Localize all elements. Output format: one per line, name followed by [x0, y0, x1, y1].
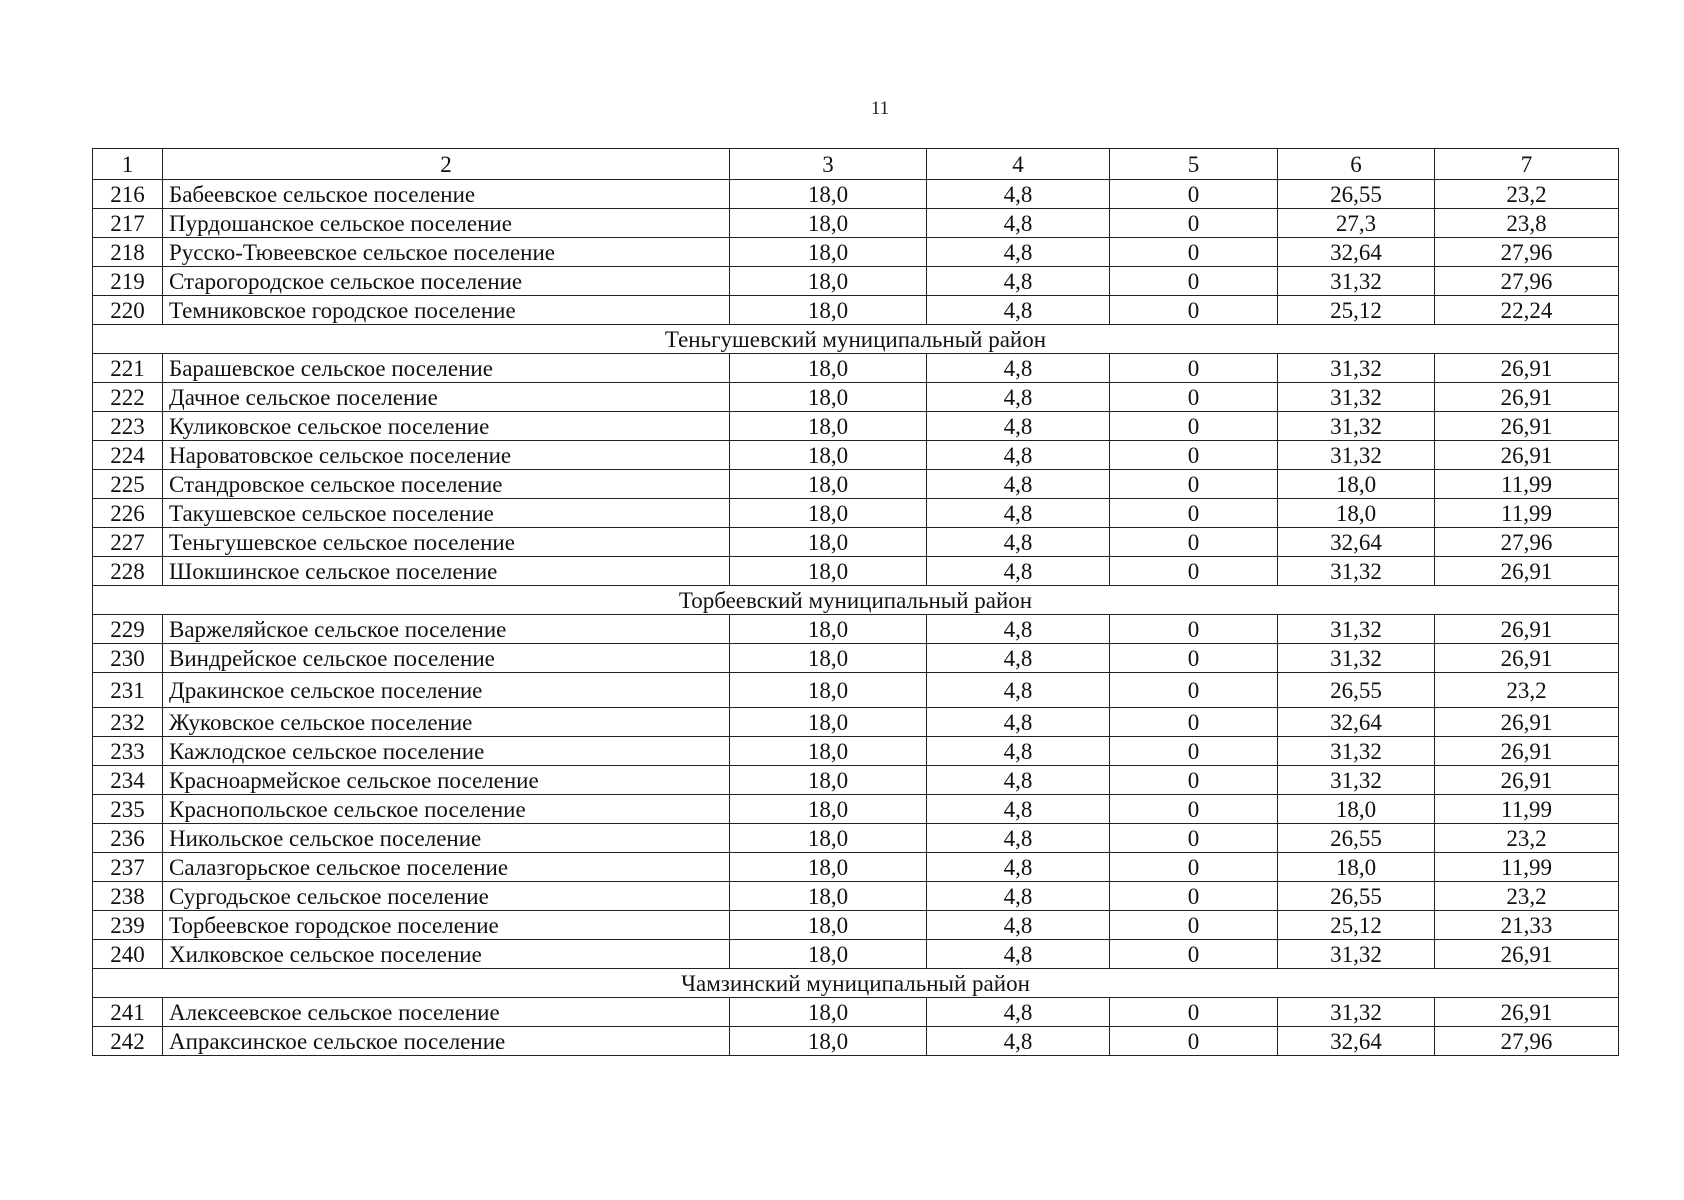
value-col-7: 23,2 [1435, 180, 1619, 209]
value-col-4: 4,8 [927, 383, 1110, 412]
settlement-name: Торбеевское городское поселение [163, 911, 730, 940]
table-row [93, 354, 1619, 383]
value-col-4: 4,8 [927, 499, 1110, 528]
table-row [93, 441, 1619, 470]
value-col-4: 4,8 [927, 557, 1110, 586]
row-number: 226 [93, 499, 163, 528]
value-col-7: 26,91 [1435, 737, 1619, 766]
value-col-3: 18,0 [730, 383, 927, 412]
value-col-3: 18,0 [730, 882, 927, 911]
value-col-5: 0 [1110, 209, 1278, 238]
column-header: 2 [163, 149, 730, 180]
value-col-7: 26,91 [1435, 557, 1619, 586]
value-col-6: 31,32 [1278, 615, 1435, 644]
settlement-name: Алексеевское сельское поселение [163, 998, 730, 1027]
value-col-6: 32,64 [1278, 528, 1435, 557]
header-row [93, 149, 1619, 180]
value-col-6: 18,0 [1278, 470, 1435, 499]
table-row [93, 737, 1619, 766]
value-col-7: 27,96 [1435, 267, 1619, 296]
row-number: 227 [93, 528, 163, 557]
row-number: 220 [93, 296, 163, 325]
value-col-3: 18,0 [730, 673, 927, 708]
value-col-4: 4,8 [927, 412, 1110, 441]
value-col-4: 4,8 [927, 354, 1110, 383]
value-col-6: 31,32 [1278, 766, 1435, 795]
row-number: 217 [93, 209, 163, 238]
column-header: 7 [1435, 149, 1619, 180]
column-header: 6 [1278, 149, 1435, 180]
row-number: 240 [93, 940, 163, 969]
value-col-4: 4,8 [927, 795, 1110, 824]
value-col-7: 27,96 [1435, 528, 1619, 557]
table-row [93, 499, 1619, 528]
table-row [93, 615, 1619, 644]
value-col-3: 18,0 [730, 998, 927, 1027]
row-number: 237 [93, 853, 163, 882]
row-number: 232 [93, 708, 163, 737]
row-number: 228 [93, 557, 163, 586]
column-header: 3 [730, 149, 927, 180]
table-row [93, 766, 1619, 795]
settlement-name: Барашевское сельское поселение [163, 354, 730, 383]
value-col-4: 4,8 [927, 644, 1110, 673]
row-number: 218 [93, 238, 163, 267]
row-number: 224 [93, 441, 163, 470]
value-col-4: 4,8 [927, 180, 1110, 209]
settlement-name: Дачное сельское поселение [163, 383, 730, 412]
page-number: 11 [870, 98, 890, 119]
value-col-5: 0 [1110, 853, 1278, 882]
value-col-3: 18,0 [730, 267, 927, 296]
value-col-5: 0 [1110, 940, 1278, 969]
value-col-7: 26,91 [1435, 766, 1619, 795]
value-col-3: 18,0 [730, 940, 927, 969]
value-col-4: 4,8 [927, 911, 1110, 940]
value-col-3: 18,0 [730, 557, 927, 586]
value-col-3: 18,0 [730, 911, 927, 940]
settlement-name: Такушевское сельское поселение [163, 499, 730, 528]
value-col-7: 11,99 [1435, 853, 1619, 882]
settlement-name: Бабеевское сельское поселение [163, 180, 730, 209]
value-col-6: 31,32 [1278, 644, 1435, 673]
value-col-4: 4,8 [927, 1027, 1110, 1056]
value-col-7: 11,99 [1435, 470, 1619, 499]
value-col-4: 4,8 [927, 766, 1110, 795]
value-col-5: 0 [1110, 766, 1278, 795]
value-col-5: 0 [1110, 383, 1278, 412]
value-col-3: 18,0 [730, 853, 927, 882]
value-col-5: 0 [1110, 1027, 1278, 1056]
value-col-6: 26,55 [1278, 180, 1435, 209]
value-col-4: 4,8 [927, 528, 1110, 557]
value-col-6: 31,32 [1278, 940, 1435, 969]
row-number: 216 [93, 180, 163, 209]
value-col-3: 18,0 [730, 441, 927, 470]
row-number: 221 [93, 354, 163, 383]
settlement-name: Варжеляйское сельское поселение [163, 615, 730, 644]
value-col-6: 31,32 [1278, 383, 1435, 412]
value-col-6: 18,0 [1278, 853, 1435, 882]
table-body [93, 180, 1619, 1056]
table-row [93, 853, 1619, 882]
value-col-6: 31,32 [1278, 557, 1435, 586]
value-col-3: 18,0 [730, 824, 927, 853]
value-col-7: 26,91 [1435, 644, 1619, 673]
value-col-6: 31,32 [1278, 737, 1435, 766]
value-col-4: 4,8 [927, 824, 1110, 853]
row-number: 241 [93, 998, 163, 1027]
settlement-name: Темниковское городское поселение [163, 296, 730, 325]
value-col-4: 4,8 [927, 470, 1110, 499]
value-col-7: 27,96 [1435, 238, 1619, 267]
table-row [93, 267, 1619, 296]
value-col-5: 0 [1110, 267, 1278, 296]
value-col-3: 18,0 [730, 296, 927, 325]
value-col-4: 4,8 [927, 238, 1110, 267]
table-row [93, 209, 1619, 238]
value-col-7: 11,99 [1435, 795, 1619, 824]
value-col-7: 23,8 [1435, 209, 1619, 238]
value-col-6: 32,64 [1278, 238, 1435, 267]
value-col-3: 18,0 [730, 528, 927, 557]
settlement-name: Старогородское сельское поселение [163, 267, 730, 296]
value-col-5: 0 [1110, 673, 1278, 708]
settlement-name: Салазгорьское сельское поселение [163, 853, 730, 882]
value-col-7: 23,2 [1435, 882, 1619, 911]
settlement-name: Хилковское сельское поселение [163, 940, 730, 969]
value-col-3: 18,0 [730, 354, 927, 383]
value-col-6: 31,32 [1278, 412, 1435, 441]
value-col-6: 32,64 [1278, 708, 1435, 737]
table-row [93, 1027, 1619, 1056]
column-header: 4 [927, 149, 1110, 180]
value-col-5: 0 [1110, 412, 1278, 441]
value-col-6: 18,0 [1278, 795, 1435, 824]
value-col-6: 26,55 [1278, 673, 1435, 708]
row-number: 236 [93, 824, 163, 853]
value-col-7: 26,91 [1435, 708, 1619, 737]
value-col-5: 0 [1110, 737, 1278, 766]
value-col-3: 18,0 [730, 238, 927, 267]
table-row [93, 824, 1619, 853]
value-col-5: 0 [1110, 795, 1278, 824]
row-number: 225 [93, 470, 163, 499]
table-row [93, 940, 1619, 969]
value-col-4: 4,8 [927, 673, 1110, 708]
value-col-5: 0 [1110, 238, 1278, 267]
value-col-5: 0 [1110, 354, 1278, 383]
value-col-3: 18,0 [730, 615, 927, 644]
row-number: 233 [93, 737, 163, 766]
value-col-4: 4,8 [927, 441, 1110, 470]
table-row [93, 470, 1619, 499]
value-col-7: 26,91 [1435, 354, 1619, 383]
value-col-4: 4,8 [927, 209, 1110, 238]
settlement-name: Пурдошанское сельское поселение [163, 209, 730, 238]
value-col-4: 4,8 [927, 267, 1110, 296]
row-number: 229 [93, 615, 163, 644]
settlement-name: Кажлодское сельское поселение [163, 737, 730, 766]
value-col-3: 18,0 [730, 737, 927, 766]
value-col-6: 25,12 [1278, 296, 1435, 325]
table-row [93, 644, 1619, 673]
value-col-5: 0 [1110, 180, 1278, 209]
value-col-3: 18,0 [730, 499, 927, 528]
row-number: 238 [93, 882, 163, 911]
section-header-row [93, 586, 1619, 615]
settlement-name: Дракинское сельское поселение [163, 673, 730, 708]
value-col-5: 0 [1110, 708, 1278, 737]
table-row [93, 998, 1619, 1027]
value-col-3: 18,0 [730, 209, 927, 238]
value-col-7: 26,91 [1435, 940, 1619, 969]
value-col-3: 18,0 [730, 1027, 927, 1056]
value-col-6: 18,0 [1278, 499, 1435, 528]
value-col-5: 0 [1110, 615, 1278, 644]
row-number: 234 [93, 766, 163, 795]
table-row [93, 180, 1619, 209]
table-row [93, 296, 1619, 325]
value-col-4: 4,8 [927, 708, 1110, 737]
value-col-4: 4,8 [927, 615, 1110, 644]
value-col-7: 22,24 [1435, 296, 1619, 325]
value-col-4: 4,8 [927, 296, 1110, 325]
value-col-7: 23,2 [1435, 824, 1619, 853]
settlement-name: Шокшинское сельское поселение [163, 557, 730, 586]
value-col-5: 0 [1110, 644, 1278, 673]
value-col-7: 27,96 [1435, 1027, 1619, 1056]
settlement-name: Сургодьское сельское поселение [163, 882, 730, 911]
table-row [93, 383, 1619, 412]
value-col-6: 31,32 [1278, 267, 1435, 296]
settlement-name: Апраксинское сельское поселение [163, 1027, 730, 1056]
value-col-6: 31,32 [1278, 441, 1435, 470]
settlement-name: Жуковское сельское поселение [163, 708, 730, 737]
value-col-7: 26,91 [1435, 441, 1619, 470]
row-number: 242 [93, 1027, 163, 1056]
value-col-4: 4,8 [927, 737, 1110, 766]
table-row [93, 528, 1619, 557]
table-row [93, 673, 1619, 708]
settlement-name: Краснопольское сельское поселение [163, 795, 730, 824]
row-number: 230 [93, 644, 163, 673]
value-col-5: 0 [1110, 528, 1278, 557]
value-col-5: 0 [1110, 296, 1278, 325]
value-col-5: 0 [1110, 824, 1278, 853]
section-header-row [93, 325, 1619, 354]
column-header: 5 [1110, 149, 1278, 180]
value-col-7: 26,91 [1435, 383, 1619, 412]
settlement-name: Теньгушевское сельское поселение [163, 528, 730, 557]
value-col-5: 0 [1110, 911, 1278, 940]
value-col-6: 31,32 [1278, 354, 1435, 383]
value-col-7: 26,91 [1435, 412, 1619, 441]
row-number: 219 [93, 267, 163, 296]
row-number: 239 [93, 911, 163, 940]
value-col-5: 0 [1110, 441, 1278, 470]
value-col-7: 26,91 [1435, 615, 1619, 644]
column-header: 1 [93, 149, 163, 180]
value-col-3: 18,0 [730, 412, 927, 441]
row-number: 231 [93, 673, 163, 708]
value-col-7: 11,99 [1435, 499, 1619, 528]
value-col-3: 18,0 [730, 708, 927, 737]
table-row [93, 412, 1619, 441]
value-col-3: 18,0 [730, 795, 927, 824]
row-number: 223 [93, 412, 163, 441]
value-col-5: 0 [1110, 998, 1278, 1027]
value-col-7: 26,91 [1435, 998, 1619, 1027]
value-col-6: 26,55 [1278, 882, 1435, 911]
value-col-7: 23,2 [1435, 673, 1619, 708]
district-name: Торбеевский муниципальный район [93, 586, 1619, 615]
district-name: Теньгушевский муниципальный район [93, 325, 1619, 354]
settlement-name: Никольское сельское поселение [163, 824, 730, 853]
value-col-5: 0 [1110, 470, 1278, 499]
row-number: 235 [93, 795, 163, 824]
value-col-6: 25,12 [1278, 911, 1435, 940]
value-col-4: 4,8 [927, 882, 1110, 911]
table-row [93, 238, 1619, 267]
settlement-name: Нароватовское сельское поселение [163, 441, 730, 470]
settlement-name: Русско-Тювеевское сельское поселение [163, 238, 730, 267]
value-col-3: 18,0 [730, 180, 927, 209]
value-col-3: 18,0 [730, 644, 927, 673]
row-number: 222 [93, 383, 163, 412]
settlement-name: Виндрейское сельское поселение [163, 644, 730, 673]
value-col-7: 21,33 [1435, 911, 1619, 940]
value-col-3: 18,0 [730, 470, 927, 499]
settlement-name: Стандровское сельское поселение [163, 470, 730, 499]
section-header-row [93, 969, 1619, 998]
value-col-4: 4,8 [927, 940, 1110, 969]
settlement-name: Куликовское сельское поселение [163, 412, 730, 441]
value-col-4: 4,8 [927, 853, 1110, 882]
data-table [92, 148, 1619, 1056]
table-row [93, 911, 1619, 940]
value-col-5: 0 [1110, 557, 1278, 586]
table-row [93, 708, 1619, 737]
table-row [93, 557, 1619, 586]
value-col-3: 18,0 [730, 766, 927, 795]
table-row [93, 795, 1619, 824]
value-col-5: 0 [1110, 499, 1278, 528]
value-col-4: 4,8 [927, 998, 1110, 1027]
settlement-name: Красноармейское сельское поселение [163, 766, 730, 795]
district-name: Чамзинский муниципальный район [93, 969, 1619, 998]
value-col-6: 26,55 [1278, 824, 1435, 853]
value-col-6: 27,3 [1278, 209, 1435, 238]
value-col-6: 31,32 [1278, 998, 1435, 1027]
value-col-6: 32,64 [1278, 1027, 1435, 1056]
table-row [93, 882, 1619, 911]
value-col-5: 0 [1110, 882, 1278, 911]
